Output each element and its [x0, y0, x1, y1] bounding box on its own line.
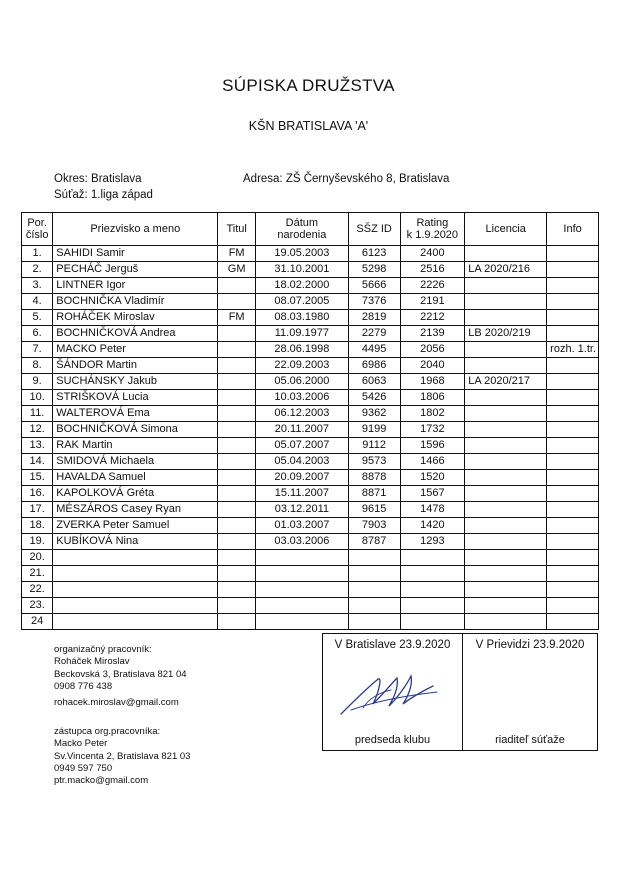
- competition: Súťaž: 1.liga západ: [54, 189, 153, 201]
- player-title: [218, 406, 256, 422]
- row-number: 2.: [22, 262, 53, 278]
- table-row: [22, 582, 599, 598]
- player-birthdate: 19.05.2003: [256, 246, 349, 262]
- player-title: [218, 470, 256, 486]
- player-rating: 1478: [400, 502, 465, 518]
- player-ssz-id: [348, 550, 400, 566]
- player-title: [218, 374, 256, 390]
- player-rating: [400, 614, 465, 630]
- player-title: [218, 534, 256, 550]
- player-ssz-id: 9573: [348, 454, 400, 470]
- player-info: [547, 598, 599, 614]
- table-row: [22, 486, 599, 502]
- player-name: SUCHÁNSKY Jakub: [53, 374, 218, 390]
- player-ssz-id: 5426: [348, 390, 400, 406]
- table-row: [22, 390, 599, 406]
- player-title: [218, 294, 256, 310]
- player-rating: 1968: [400, 374, 465, 390]
- player-title: [218, 390, 256, 406]
- player-ssz-id: 5666: [348, 278, 400, 294]
- player-license: [465, 470, 547, 486]
- player-license: [465, 294, 547, 310]
- deputy-address: Sv.Vincenta 2, Bratislava 821 03: [54, 750, 191, 762]
- player-birthdate: 05.04.2003: [256, 454, 349, 470]
- player-ssz-id: 8787: [348, 534, 400, 550]
- player-title: [218, 518, 256, 534]
- organizer-label: organizačný pracovník:: [54, 644, 152, 655]
- player-birthdate: 05.07.2007: [256, 438, 349, 454]
- player-birthdate: [256, 582, 349, 598]
- table-row: [22, 294, 599, 310]
- player-license: [465, 582, 547, 598]
- table-row: [22, 534, 599, 550]
- player-birthdate: 06.12.2003: [256, 406, 349, 422]
- player-title: [218, 454, 256, 470]
- deputy-email: ptr.macko@gmail.com: [54, 775, 149, 787]
- col-birthdate: Dátum narodenia: [256, 213, 349, 246]
- player-rating: 2516: [400, 262, 465, 278]
- table-row: [22, 342, 599, 358]
- row-number: 19.: [22, 534, 53, 550]
- row-number: 1.: [22, 246, 53, 262]
- player-rating: 1732: [400, 422, 465, 438]
- player-ssz-id: 2279: [348, 326, 400, 342]
- col-ssz-id: SŠZ ID: [348, 213, 400, 246]
- player-name: KAPOLKOVÁ Gréta: [53, 486, 218, 502]
- player-license: [465, 502, 547, 518]
- row-number: 22.: [22, 582, 53, 598]
- col-number: Por. číslo: [22, 213, 53, 246]
- player-rating: 1420: [400, 518, 465, 534]
- player-name: HAVALDA Samuel: [53, 470, 218, 486]
- player-rating: 1567: [400, 486, 465, 502]
- player-license: [465, 614, 547, 630]
- player-title: [218, 342, 256, 358]
- row-number: 12.: [22, 422, 53, 438]
- player-name: [53, 598, 218, 614]
- player-info: [547, 518, 599, 534]
- player-ssz-id: 9362: [348, 406, 400, 422]
- team-name: KŠN BRATISLAVA 'A': [248, 119, 369, 133]
- player-ssz-id: [348, 566, 400, 582]
- player-title: [218, 422, 256, 438]
- player-rating: 1802: [400, 406, 465, 422]
- table-row: [22, 438, 599, 454]
- player-info: [547, 422, 599, 438]
- player-info: [547, 454, 599, 470]
- club-signature-cell: [322, 633, 463, 751]
- row-number: 18.: [22, 518, 53, 534]
- district: Okres: Bratislava: [54, 173, 142, 185]
- player-license: [465, 486, 547, 502]
- organizer-name: Roháček Miroslav: [54, 656, 130, 668]
- player-title: [218, 614, 256, 630]
- col-info: Info: [547, 213, 599, 246]
- player-ssz-id: 8871: [348, 486, 400, 502]
- table-row: [22, 566, 599, 582]
- player-name: ŠÁNDOR Martin: [53, 358, 218, 374]
- table-row: [22, 358, 599, 374]
- player-ssz-id: 7376: [348, 294, 400, 310]
- player-ssz-id: 8878: [348, 470, 400, 486]
- player-rating: 1806: [400, 390, 465, 406]
- table-row: [22, 422, 599, 438]
- player-info: [547, 566, 599, 582]
- player-birthdate: [256, 598, 349, 614]
- player-birthdate: 03.03.2006: [256, 534, 349, 550]
- page-title: SÚPISKA DRUŽSTVA: [222, 76, 395, 95]
- table-header-row: [22, 213, 599, 246]
- player-name: WALTEROVÁ Ema: [53, 406, 218, 422]
- player-license: [465, 598, 547, 614]
- row-number: 15.: [22, 470, 53, 486]
- player-name: LINTNER Igor: [53, 278, 218, 294]
- col-title: Titul: [218, 213, 256, 246]
- player-name: SMIDOVÁ Michaela: [53, 454, 218, 470]
- row-number: 11.: [22, 406, 53, 422]
- player-ssz-id: 6063: [348, 374, 400, 390]
- player-ssz-id: [348, 582, 400, 598]
- player-license: [465, 406, 547, 422]
- player-info: [547, 438, 599, 454]
- player-info: [547, 326, 599, 342]
- row-number: 13.: [22, 438, 53, 454]
- player-name: [53, 566, 218, 582]
- player-name: SAHIDI Samir: [53, 246, 218, 262]
- player-rating: 2226: [400, 278, 465, 294]
- player-title: GM: [218, 262, 256, 278]
- player-birthdate: 18.02.2000: [256, 278, 349, 294]
- player-ssz-id: 6123: [348, 246, 400, 262]
- player-license: [465, 278, 547, 294]
- row-number: 9.: [22, 374, 53, 390]
- organizer-address: Beckovská 3, Bratislava 821 04: [54, 668, 187, 680]
- player-birthdate: 08.03.1980: [256, 310, 349, 326]
- player-birthdate: [256, 566, 349, 582]
- player-license: [465, 422, 547, 438]
- player-name: RAK Martin: [53, 438, 218, 454]
- player-rating: 2040: [400, 358, 465, 374]
- player-rating: 2056: [400, 342, 465, 358]
- col-rating: Rating k 1.9.2020: [400, 213, 465, 246]
- row-number: 5.: [22, 310, 53, 326]
- row-number: 14.: [22, 454, 53, 470]
- row-number: 3.: [22, 278, 53, 294]
- player-birthdate: 22.09.2003: [256, 358, 349, 374]
- player-name: ROHÁČEK Miroslav: [53, 310, 218, 326]
- player-ssz-id: 9112: [348, 438, 400, 454]
- player-license: [465, 438, 547, 454]
- row-number: 24: [22, 614, 53, 630]
- player-name: ZVERKA Peter Samuel: [53, 518, 218, 534]
- player-birthdate: [256, 550, 349, 566]
- player-rating: 1293: [400, 534, 465, 550]
- player-birthdate: 15.11.2007: [256, 486, 349, 502]
- player-rating: 2400: [400, 246, 465, 262]
- player-ssz-id: 6986: [348, 358, 400, 374]
- player-license: [465, 518, 547, 534]
- table-row: [22, 310, 599, 326]
- competition-director-label: riaditeľ súťaže: [495, 734, 565, 746]
- player-birthdate: 28.06.1998: [256, 342, 349, 358]
- row-number: 6.: [22, 326, 53, 342]
- player-rating: [400, 566, 465, 582]
- player-info: [547, 406, 599, 422]
- player-name: BOCHNIČKOVÁ Andrea: [53, 326, 218, 342]
- player-title: [218, 502, 256, 518]
- player-info: [547, 374, 599, 390]
- player-title: FM: [218, 310, 256, 326]
- player-title: [218, 278, 256, 294]
- table-row: [22, 246, 599, 262]
- player-license: [465, 246, 547, 262]
- row-number: 4.: [22, 294, 53, 310]
- player-license: [465, 566, 547, 582]
- player-license: LA 2020/216: [465, 262, 547, 278]
- player-rating: [400, 582, 465, 598]
- player-name: [53, 582, 218, 598]
- organizer-email: rohacek.miroslav@gmail.com: [54, 697, 179, 709]
- signature-box: [322, 633, 598, 751]
- player-info: [547, 582, 599, 598]
- table-row: [22, 550, 599, 566]
- player-license: [465, 550, 547, 566]
- table-row: [22, 406, 599, 422]
- player-title: [218, 358, 256, 374]
- player-birthdate: 01.03.2007: [256, 518, 349, 534]
- player-info: [547, 550, 599, 566]
- player-birthdate: 11.09.1977: [256, 326, 349, 342]
- organizer-phone: 0908 776 438: [54, 680, 113, 692]
- player-name: PECHÁČ Jerguš: [53, 262, 218, 278]
- player-name: KUBÍKOVÁ Nina: [53, 534, 218, 550]
- table-row: [22, 326, 599, 342]
- col-name: Priezvisko a meno: [53, 213, 218, 246]
- player-license: LA 2020/217: [465, 374, 547, 390]
- player-info: [547, 470, 599, 486]
- player-license: [465, 310, 547, 326]
- player-birthdate: [256, 614, 349, 630]
- player-info: rozh. 1.tr.: [547, 342, 599, 358]
- deputy-name: Macko Peter: [54, 738, 108, 750]
- row-number: 21.: [22, 566, 53, 582]
- player-title: [218, 550, 256, 566]
- club-president-label: predseda klubu: [354, 734, 431, 746]
- row-number: 7.: [22, 342, 53, 358]
- player-name: MÉSZÁROS Casey Ryan: [53, 502, 218, 518]
- player-ssz-id: [348, 598, 400, 614]
- table-row: [22, 502, 599, 518]
- director-place-date: V Prievidzi 23.9.2020: [475, 639, 585, 651]
- table-row: [22, 262, 599, 278]
- deputy-label: zástupca org.pracovníka:: [54, 726, 161, 737]
- player-info: [547, 262, 599, 278]
- table-row: [22, 278, 599, 294]
- player-ssz-id: [348, 614, 400, 630]
- row-number: 10.: [22, 390, 53, 406]
- table-row: [22, 518, 599, 534]
- player-license: LB 2020/219: [465, 326, 547, 342]
- player-license: [465, 390, 547, 406]
- player-birthdate: 05.06.2000: [256, 374, 349, 390]
- player-license: [465, 342, 547, 358]
- player-birthdate: 31.10.2001: [256, 262, 349, 278]
- col-license: Licencia: [465, 213, 547, 246]
- player-info: [547, 294, 599, 310]
- table-row: [22, 470, 599, 486]
- table-row: [22, 614, 599, 630]
- organizer-contact: [54, 644, 187, 709]
- player-birthdate: 20.09.2007: [256, 470, 349, 486]
- player-info: [547, 486, 599, 502]
- player-info: [547, 534, 599, 550]
- player-info: [547, 390, 599, 406]
- player-birthdate: 10.03.2006: [256, 390, 349, 406]
- row-number: 16.: [22, 486, 53, 502]
- player-title: [218, 566, 256, 582]
- table-row: [22, 598, 599, 614]
- player-license: [465, 534, 547, 550]
- player-rating: 1520: [400, 470, 465, 486]
- player-info: [547, 278, 599, 294]
- player-ssz-id: 9199: [348, 422, 400, 438]
- roster-table: [21, 212, 599, 630]
- player-birthdate: 08.07.2005: [256, 294, 349, 310]
- player-rating: [400, 598, 465, 614]
- deputy-contact: [54, 726, 190, 787]
- player-title: [218, 486, 256, 502]
- club-place-date: V Bratislave 23.9.2020: [334, 639, 451, 651]
- player-title: FM: [218, 246, 256, 262]
- player-name: STRIŠKOVÁ Lucia: [53, 390, 218, 406]
- player-name: [53, 550, 218, 566]
- table-row: [22, 454, 599, 470]
- player-ssz-id: 9615: [348, 502, 400, 518]
- player-title: [218, 438, 256, 454]
- player-rating: 2212: [400, 310, 465, 326]
- player-rating: [400, 550, 465, 566]
- player-info: [547, 310, 599, 326]
- player-license: [465, 358, 547, 374]
- player-rating: 1466: [400, 454, 465, 470]
- player-ssz-id: 2819: [348, 310, 400, 326]
- player-info: [547, 246, 599, 262]
- player-info: [547, 614, 599, 630]
- row-number: 20.: [22, 550, 53, 566]
- director-signature-cell: [462, 633, 598, 751]
- player-name: [53, 614, 218, 630]
- player-info: [547, 502, 599, 518]
- player-ssz-id: 4495: [348, 342, 400, 358]
- handwritten-signature: [333, 662, 453, 722]
- player-name: BOCHNIČKA Vladimír: [53, 294, 218, 310]
- row-number: 23.: [22, 598, 53, 614]
- player-title: [218, 598, 256, 614]
- player-name: MACKO Peter: [53, 342, 218, 358]
- player-ssz-id: 5298: [348, 262, 400, 278]
- player-rating: 2139: [400, 326, 465, 342]
- deputy-phone: 0949 597 750: [54, 762, 113, 774]
- player-ssz-id: 7903: [348, 518, 400, 534]
- player-birthdate: 03.12.2011: [256, 502, 349, 518]
- player-license: [465, 454, 547, 470]
- player-rating: 2191: [400, 294, 465, 310]
- player-name: BOCHNIČKOVÁ Simona: [53, 422, 218, 438]
- row-number: 17.: [22, 502, 53, 518]
- player-info: [547, 358, 599, 374]
- player-rating: 1596: [400, 438, 465, 454]
- table-row: [22, 374, 599, 390]
- player-title: [218, 326, 256, 342]
- address: Adresa: ZŠ Černyševského 8, Bratislava: [243, 173, 450, 185]
- row-number: 8.: [22, 358, 53, 374]
- player-birthdate: 20.11.2007: [256, 422, 349, 438]
- player-title: [218, 582, 256, 598]
